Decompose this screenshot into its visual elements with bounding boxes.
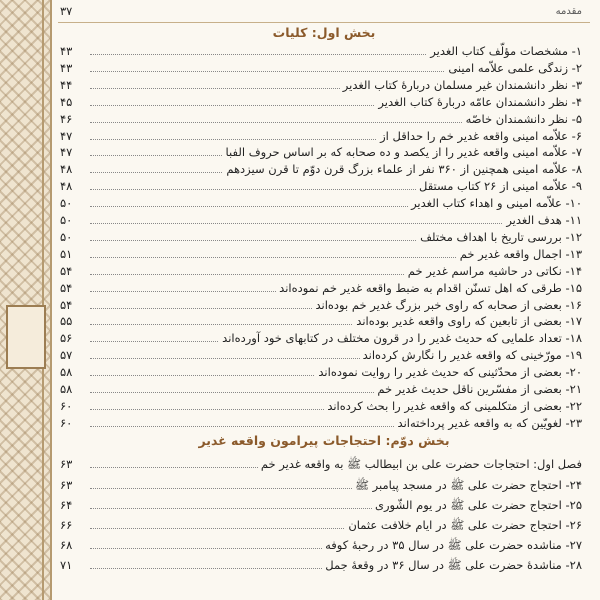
toc-entry-page-number: ۵۸ bbox=[60, 365, 73, 380]
toc-entry-title: ۲۲- بعضی از متکلمینی که واقعه غدیر را بحث کرده‌اند bbox=[324, 397, 582, 416]
intro-row bbox=[58, 0, 590, 23]
part2-heading: بخش دوّم: احتجاجات پیرامون واقعه غدیر bbox=[198, 433, 450, 448]
toc-entry-page-number: ۵۰ bbox=[60, 229, 73, 244]
toc-entry-title: ۱۳- اجمال واقعه غدیر خم bbox=[457, 245, 582, 264]
toc-entry bbox=[58, 496, 590, 515]
toc-entry bbox=[58, 476, 590, 495]
toc-entry-title: ۶- علاّمه امینی واقعه غدیر خم را حداقل از bbox=[377, 127, 582, 146]
toc-entry-page-number: ۵۱ bbox=[60, 246, 73, 261]
toc-entry-title: ۵- نظر دانشمندان خاصّه bbox=[463, 110, 582, 129]
toc-entry-title: ۲۴- احتجاج حضرت علی ﷺ در مسجد پیامبر ﷺ bbox=[352, 476, 582, 495]
toc-entry-page-number: ۵۴ bbox=[60, 280, 73, 295]
chapter-row bbox=[58, 455, 590, 474]
toc-entry bbox=[58, 536, 590, 555]
toc-entry-title: ۲۸- مناشدهٔ حضرت علی ﷺ در سال ۳۶ در وقعهٔ جمل bbox=[322, 556, 582, 575]
toc-entry-title: ۲۰- بعضی از محدّثینی که حدیث غدیر را روایت نموده‌اند bbox=[315, 363, 582, 382]
toc-entry-page-number: ۴۷ bbox=[60, 128, 73, 143]
toc-entry bbox=[58, 516, 590, 535]
toc-entry-title: ۲۱- بعضی از مفسّرین ناقل حدیث غدیر خم bbox=[374, 380, 582, 399]
chapter-page-number: ۶۳ bbox=[60, 457, 73, 471]
toc-entry-page-number: ۶۶ bbox=[60, 518, 73, 532]
toc-entry-title: ۱۶- بعضی از صحابه که راوی خبر بزرگ غدیر خم بوده‌اند bbox=[312, 296, 582, 315]
toc-entry-title: ۱- مشخصات مؤلّف کتاب الغدیر bbox=[427, 42, 582, 61]
toc-entry-title: ۹- علاّمه امینی از ۲۶ کتاب مستقل bbox=[416, 177, 582, 196]
toc-entry-title: ۱۸- تعداد علمایی که حدیث غدیر را در قرون مختلف در کتابهای خود آورده‌اند bbox=[219, 329, 582, 348]
toc-entry-page-number: ۵۴ bbox=[60, 263, 73, 278]
toc-entry-title: ۲۷- مناشده حضرت علی ﷺ در سال ۳۵ در رحبهٔ کوفه bbox=[322, 536, 582, 555]
toc-entry-page-number: ۵۴ bbox=[60, 297, 73, 312]
table-of-contents bbox=[58, 0, 590, 600]
toc-entry-page-number: ۵۷ bbox=[60, 348, 73, 363]
toc-entry-title: ۷- علاّمه امینی واقعه غدیر را از یکصد و ده صحابه که بر اساس حروف الفبا bbox=[223, 143, 582, 162]
intro-page-number: ۳۷ bbox=[60, 4, 73, 18]
toc-entry-title: ۲- زندگی علمی علاّمه امینی bbox=[445, 59, 582, 78]
chapter-title: فصل اول: احتجاجات حضرت علی بن ابیطالب ﷺ به واقعه غدیر خم bbox=[258, 455, 582, 474]
part1-heading: بخش اول: کلیات bbox=[272, 25, 376, 40]
decorative-border bbox=[0, 0, 52, 600]
toc-entry-page-number: ۴۸ bbox=[60, 179, 73, 194]
toc-entry-page-number: ۶۸ bbox=[60, 538, 73, 552]
toc-entry-title: ۲۶- احتجاج حضرت علی ﷺ در ایام خلافت عثمان bbox=[345, 516, 582, 535]
toc-entry-page-number: ۶۰ bbox=[60, 415, 73, 430]
toc-entry-title: ۴- نظر دانشمندان عامّه دربارهٔ کتاب الغدیر bbox=[375, 93, 582, 112]
toc-entry-title: ۱۰- علاّمه امینی و اهداء کتاب الغدیر bbox=[408, 194, 582, 213]
toc-entry-title: ۸- علاّمه امینی همچنین از ۳۶۰ نفر از علماء بزرگ قرن دوّم تا قرن سیزدهم bbox=[223, 160, 582, 179]
toc-entry-page-number: ۶۴ bbox=[60, 498, 73, 512]
toc-entry-title: ۲۳- لغویّین که به واقعه غدیر پرداخته‌اند bbox=[395, 414, 582, 433]
toc-entry-page-number: ۴۳ bbox=[60, 44, 73, 58]
toc-entry-page-number: ۴۶ bbox=[60, 111, 73, 126]
toc-entry-page-number: ۵۵ bbox=[60, 314, 73, 329]
toc-entry-page-number: ۵۸ bbox=[60, 382, 73, 396]
intro-title: مقدمه bbox=[553, 2, 582, 21]
toc-entry-title: ۱۴- نکاتی در حاشیه مراسم غدیر خم bbox=[405, 262, 582, 281]
toc-entry-page-number: ۴۴ bbox=[60, 77, 73, 92]
toc-entry-page-number: ۴۵ bbox=[60, 94, 73, 109]
toc-entry-page-number: ۴۸ bbox=[60, 162, 73, 177]
toc-entry-page-number: ۴۷ bbox=[60, 145, 73, 160]
toc-entry-page-number: ۵۰ bbox=[60, 213, 73, 227]
toc-entry-page-number: ۵۰ bbox=[60, 196, 73, 211]
toc-entry-title: ۱۲- بررسی تاریخ با اهداف مختلف bbox=[417, 228, 582, 247]
toc-entry bbox=[58, 556, 590, 575]
toc-entry-title: ۲۵- احتجاج حضرت علی ﷺ در یوم الشّوری bbox=[372, 496, 582, 515]
toc-entry-page-number: ۷۱ bbox=[60, 558, 73, 572]
toc-entry-title: ۱۹- مورّخینی که واقعه غدیر را نگارش کرده‌اند bbox=[360, 346, 582, 365]
toc-entry-title: ۱۱- هدف الغدیر bbox=[503, 211, 582, 230]
toc-entry-page-number: ۴۳ bbox=[60, 60, 73, 75]
toc-entry-title: ۳- نظر دانشمندان غیر مسلمان دربارهٔ کتاب الغدیر bbox=[340, 76, 582, 95]
toc-entry-title: ۱۷- بعضی از تابعین که راوی واقعه غدیر بوده‌اند bbox=[353, 312, 582, 331]
toc-entry-page-number: ۶۳ bbox=[60, 478, 73, 492]
toc-entry-title: ۱۵- طرقی که اهل تسنّن اقدام به ضبط واقعه غدیر خم نموده‌اند bbox=[276, 279, 582, 298]
border-emblem-icon bbox=[6, 305, 46, 369]
border-line bbox=[42, 0, 44, 600]
toc-entry-page-number: ۵۶ bbox=[60, 331, 73, 346]
toc-entry-page-number: ۶۰ bbox=[60, 398, 73, 413]
